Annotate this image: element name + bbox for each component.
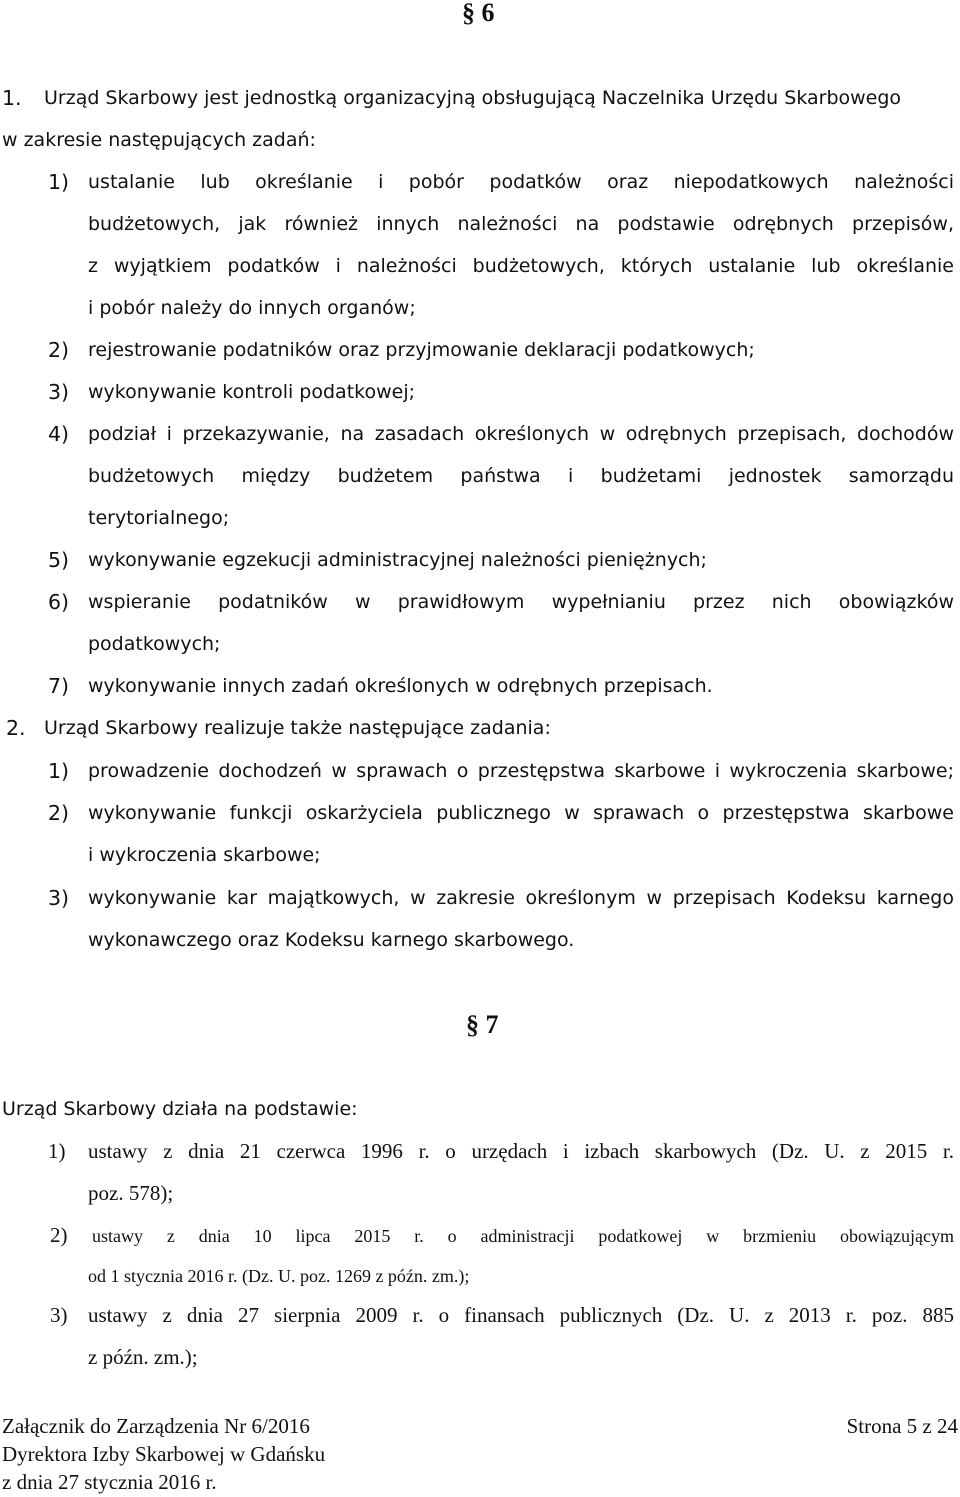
list-item-number: 5) <box>48 548 70 572</box>
list-item-line: i wykroczenia skarbowe; <box>88 844 321 866</box>
list-item-line: podział i przekazywanie, na zasadach określonych w odrębnych przepisach, dochodów <box>88 423 954 445</box>
footer-date-line: z dnia 27 stycznia 2016 r. <box>2 1470 217 1494</box>
list-item-line: wykonywanie kontroli podatkowej; <box>88 381 416 403</box>
list-item-line: podatkowych; <box>88 633 221 655</box>
paragraph-line: Urząd Skarbowy działa na podstawie: <box>2 1098 358 1120</box>
list-item-line: z wyjątkiem podatków i należności budżetowych, których ustalanie lub określanie <box>88 255 954 277</box>
list-item-line: wykonywanie funkcji oskarżyciela publicznego w sprawach o przestępstwa skarbowe <box>88 802 954 824</box>
list-item-line: i pobór należy do innych organów; <box>88 297 416 319</box>
section-heading: § 6 <box>462 0 495 27</box>
list-item-number: 4) <box>48 422 70 446</box>
list-item-number: 1) <box>48 759 70 783</box>
list-item-line: wykonywanie kar majątkowych, w zakresie określonym w przepisach Kodeksu karnego <box>88 887 954 909</box>
list-item-number: 2) <box>48 801 70 825</box>
list-item-line: ustawy z dnia 10 lipca 2015 r. o administracji podatkowej w brzmieniu obowiązującym <box>92 1226 954 1246</box>
paragraph-line: w zakresie następujących zadań: <box>2 129 316 151</box>
list-item-line: terytorialnego; <box>88 507 230 529</box>
section-heading: § 7 <box>466 1010 499 1039</box>
list-item-number: 3) <box>48 886 70 910</box>
list-item-line: wykonywanie egzekucji administracyjnej należności pieniężnych; <box>88 549 707 571</box>
list-item-number: 7) <box>48 674 70 698</box>
list-item-number: 2) <box>48 338 70 362</box>
paragraph-line: Urząd Skarbowy jest jednostką organizacyjną obsługującą Naczelnika Urzędu Skarbowego <box>44 87 902 109</box>
footer-director-line: Dyrektora Izby Skarbowej w Gdańsku <box>2 1442 326 1466</box>
list-item-number: 3) <box>48 380 70 404</box>
list-item-line: ustalanie lub określanie i pobór podatków oraz niepodatkowych należności <box>88 171 954 193</box>
paragraph-number: 1. <box>2 86 22 110</box>
list-item-line: wspieranie podatników w prawidłowym wypełnianiu przez nich obowiązków <box>88 591 954 613</box>
page-number: Strona 5 z 24 <box>846 1414 958 1438</box>
list-item-line: wykonywanie innych zadań określonych w odrębnych przepisach. <box>88 675 713 697</box>
list-item-line: poz. 578); <box>88 1181 174 1205</box>
list-item-number: 1) <box>48 170 70 194</box>
list-item-number: 1) <box>48 1139 66 1163</box>
list-item-line: z późn. zm.); <box>88 1345 198 1369</box>
list-item-line: rejestrowanie podatników oraz przyjmowanie deklaracji podatkowych; <box>88 339 755 361</box>
list-item-number: 3) <box>50 1303 68 1327</box>
list-item-number: 6) <box>48 590 70 614</box>
list-item-line: prowadzenie dochodzeń w sprawach o przestępstwa skarbowe i wykroczenia skarbowe; <box>88 760 954 782</box>
list-item-line: ustawy z dnia 27 sierpnia 2009 r. o finansach publicznych (Dz. U. z 2013 r. poz. 885 <box>88 1303 954 1327</box>
paragraph-line: Urząd Skarbowy realizuje także następujące zadania: <box>44 717 551 739</box>
list-item-number: 2) <box>50 1223 68 1247</box>
list-item-line: budżetowych, jak również innych należności na podstawie odrębnych przepisów, <box>88 213 954 235</box>
paragraph-number: 2. <box>6 716 26 740</box>
list-item-line: budżetowych między budżetem państwa i budżetami jednostek samorządu <box>88 465 954 487</box>
list-item-line: ustawy z dnia 21 czerwca 1996 r. o urzędach i izbach skarbowych (Dz. U. z 2015 r. <box>88 1139 954 1163</box>
footer-attachment-line: Załącznik do Zarządzenia Nr 6/2016 <box>2 1414 310 1438</box>
list-item-line: wykonawczego oraz Kodeksu karnego skarbowego. <box>88 929 575 951</box>
list-item-line: od 1 stycznia 2016 r. (Dz. U. poz. 1269 z późn. zm.); <box>88 1266 470 1286</box>
